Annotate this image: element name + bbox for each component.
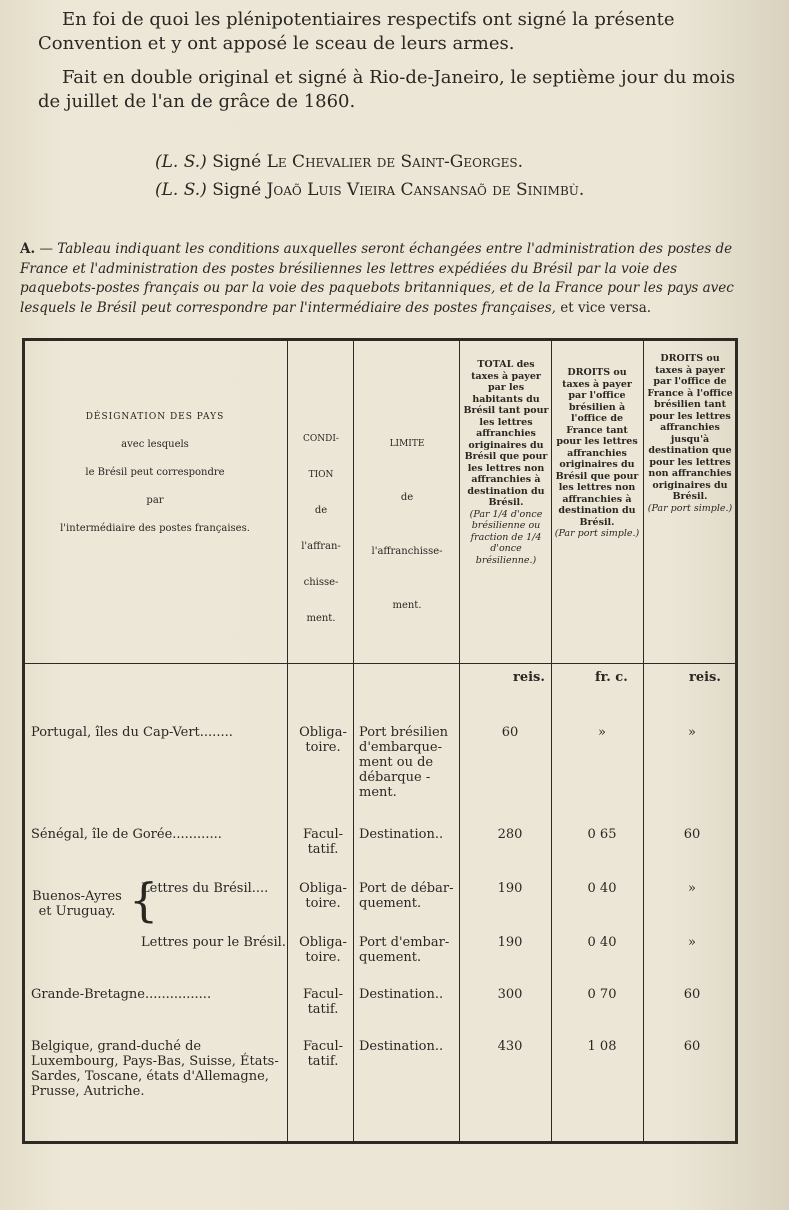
signature-prefix: Signé bbox=[212, 180, 262, 200]
column-divider bbox=[551, 341, 552, 1141]
unit-total: reis. bbox=[513, 670, 545, 685]
signatory-name: Le Chevalier de Saint-Georges. bbox=[266, 152, 523, 172]
limit-cell: Port brésilien d'embarque-ment ou de débarque - ment. bbox=[359, 725, 449, 800]
header-line: LIMITE bbox=[389, 439, 425, 449]
total-cell: 280 bbox=[497, 827, 523, 842]
header-line: de bbox=[400, 492, 414, 503]
header-line: par bbox=[146, 495, 164, 506]
header-note: (Par port simple.) bbox=[647, 502, 733, 514]
limit-cell: Port de débar-quement. bbox=[359, 881, 454, 911]
header-rule bbox=[25, 663, 735, 664]
total-cell: 300 bbox=[497, 987, 523, 1002]
header-line: l'affranchisse- bbox=[371, 546, 443, 557]
header-text: DROITS ou taxes à payer par l'office brésilien à l'office de France tant pour les lettres affranchies originaires du Brésil que pour les lettres non affranchies à destination du Brésil. bbox=[555, 367, 639, 528]
limit-cell: Port d'embar-quement. bbox=[359, 935, 450, 965]
country-cell: Lettres pour le Brésil. bbox=[141, 935, 286, 950]
header-total bbox=[463, 359, 549, 566]
total-cell: 430 bbox=[497, 1039, 523, 1054]
country-group-cell: Buenos-Ayres et Uruguay. bbox=[32, 889, 122, 919]
condition-cell: Facul-tatif. bbox=[302, 827, 344, 857]
signature-1 bbox=[155, 152, 523, 172]
closing-text bbox=[38, 8, 738, 124]
header-droits-france bbox=[645, 353, 735, 514]
caption-text: — Tableau indiquant les conditions auxquelles seront échangées entre l'administration des postes de France et l'administration des postes brésiliennes les lettres expédiées du Brésil par la voie des paquebots-postes français ou par la voie des paquebots britanniques, et de la France pour les pays avec lesquels le Brésil peut correspondre par l'intermédiaire des postes françaises, bbox=[20, 241, 734, 316]
header-condition bbox=[289, 421, 353, 637]
country-cell: Grande-Bretagne................ bbox=[31, 987, 212, 1002]
droits-bresil-cell: 0 40 bbox=[587, 935, 617, 950]
country-cell: Sénégal, île de Gorée............ bbox=[31, 827, 222, 842]
droits-bresil-cell: 0 65 bbox=[587, 827, 617, 842]
droits-france-cell: 60 bbox=[683, 1039, 701, 1054]
header-line: l'intermédiaire des postes françaises. bbox=[60, 523, 250, 534]
total-cell: 190 bbox=[497, 935, 523, 950]
header-line: le Brésil peut correspondre bbox=[85, 467, 225, 478]
droits-bresil-cell: 0 40 bbox=[587, 881, 617, 896]
seal-mark: (L. S.) bbox=[155, 152, 207, 172]
country-cell: Belgique, grand-duché de Luxembourg, Pays-Bas, Suisse, États-Sardes, Toscane, états d'Allemagne, Prusse, Autriche. bbox=[31, 1039, 279, 1099]
seal-mark: (L. S.) bbox=[155, 180, 207, 200]
country-cell: Portugal, îles du Cap-Vert........ bbox=[31, 725, 233, 740]
closing-paragraph-1: En foi de quoi les plénipotentiaires respectifs ont signé la présente Convention et y ont apposé le sceau de leurs armes. bbox=[38, 9, 675, 54]
droits-france-cell: 60 bbox=[683, 987, 701, 1002]
condition-cell: Obliga-toire. bbox=[299, 725, 347, 755]
signature-prefix: Signé bbox=[212, 152, 262, 172]
header-limit bbox=[355, 417, 459, 633]
header-note: (Par 1/4 d'once brésilienne ou fraction de 1/4 d'once brésilienne.) bbox=[469, 508, 543, 566]
column-divider bbox=[287, 341, 288, 1141]
column-divider bbox=[353, 341, 354, 1141]
column-divider bbox=[459, 341, 460, 1141]
header-droits-bresil bbox=[553, 367, 641, 540]
header-note: (Par port simple.) bbox=[554, 528, 640, 539]
limit-cell: Destination.. bbox=[359, 827, 444, 842]
unit-droits-bresil: fr. c. bbox=[595, 670, 628, 685]
postal-rates-table bbox=[22, 338, 738, 1144]
droits-bresil-cell: 0 70 bbox=[587, 987, 617, 1002]
signature-2 bbox=[155, 180, 584, 200]
signatory-name: Joaõ Luis Vieira Cansansaõ de Sinimbù. bbox=[266, 180, 585, 200]
caption-tail: et vice versa. bbox=[560, 299, 652, 316]
droits-france-cell: » bbox=[688, 935, 696, 950]
header-country bbox=[35, 403, 275, 543]
droits-france-cell: 60 bbox=[683, 827, 701, 842]
table-caption bbox=[20, 240, 738, 318]
droits-bresil-cell: 1 08 bbox=[587, 1039, 617, 1054]
header-line: avec lesquels bbox=[121, 439, 189, 450]
condition-cell: Obliga-toire. bbox=[299, 881, 347, 911]
header-line: DÉSIGNATION DES PAYS bbox=[85, 412, 225, 422]
unit-droits-france: reis. bbox=[689, 670, 721, 685]
header-line: ment. bbox=[306, 613, 336, 624]
droits-france-cell: » bbox=[688, 725, 696, 740]
condition-cell: Facul-tatif. bbox=[302, 1039, 344, 1069]
limit-cell: Destination.. bbox=[359, 1039, 444, 1054]
caption-letter: A. bbox=[20, 241, 36, 257]
condition-cell: Facul-tatif. bbox=[302, 987, 344, 1017]
header-text: TOTAL des taxes à payer par les habitants du Brésil tant pour les lettres affranchies originaires du Brésil que pour les lettres non affranchies à destination du Brésil. bbox=[463, 359, 549, 508]
header-line: l'affran- bbox=[301, 541, 341, 552]
country-cell: Lettres du Brésil.... bbox=[141, 881, 269, 896]
total-cell: 190 bbox=[497, 881, 523, 896]
total-cell: 60 bbox=[501, 725, 519, 740]
column-divider bbox=[643, 341, 644, 1141]
header-line: de bbox=[314, 505, 328, 516]
header-text: DROITS ou taxes à payer par l'office de France à l'office brésilien tant pour les lettres affranchies jusqu'à destination que pour les lettres non affranchies originaires du Brésil. bbox=[647, 353, 733, 502]
header-line: ment. bbox=[392, 600, 422, 611]
header-line: TION bbox=[308, 470, 334, 480]
header-line: CONDI- bbox=[303, 434, 339, 444]
droits-france-cell: » bbox=[688, 881, 696, 896]
brace-icon: { bbox=[129, 873, 159, 927]
condition-cell: Obliga-toire. bbox=[299, 935, 347, 965]
header-line: chisse- bbox=[303, 577, 339, 588]
closing-paragraph-2: Fait en double original et signé à Rio-de-Janeiro, le septième jour du mois de juillet de l'an de grâce de 1860. bbox=[38, 67, 736, 112]
droits-bresil-cell: » bbox=[598, 725, 606, 740]
limit-cell: Destination.. bbox=[359, 987, 444, 1002]
